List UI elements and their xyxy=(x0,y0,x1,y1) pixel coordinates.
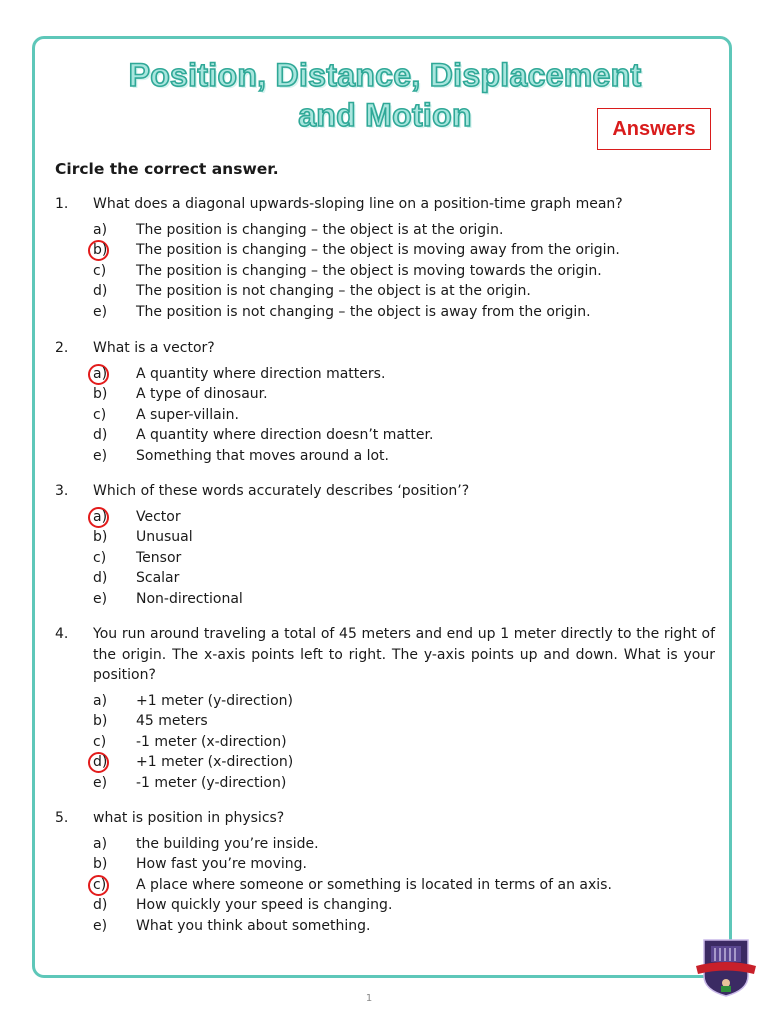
option-letter-text: e) xyxy=(93,303,108,320)
option-letter-text: a) xyxy=(93,508,108,525)
option-item[interactable] xyxy=(93,405,715,426)
option-letter-text: c) xyxy=(93,406,107,423)
option-item[interactable] xyxy=(93,364,715,385)
answers-label-box: Answers xyxy=(597,108,711,150)
option-item[interactable] xyxy=(93,281,715,302)
option-item[interactable] xyxy=(93,548,715,569)
option-text: +1 meter (x-direction) xyxy=(136,754,294,770)
option-letter xyxy=(93,527,136,548)
question-4 xyxy=(55,624,715,793)
option-letter-text: e) xyxy=(93,774,108,791)
option-text: A place where someone or something is located in terms of an axis. xyxy=(136,876,612,893)
option-item[interactable] xyxy=(93,854,715,875)
option-letter xyxy=(93,240,136,261)
option-text: How quickly your speed is changing. xyxy=(136,897,393,913)
question-number: 2. xyxy=(55,340,69,356)
option-letter-text: b) xyxy=(93,529,108,545)
worksheet-title-line-1: Position, Distance, Displacement xyxy=(128,57,642,93)
academy-logo-icon xyxy=(694,936,758,998)
option-letter-text: d) xyxy=(93,570,108,586)
option-text: A quantity where direction doesn’t matter. xyxy=(136,427,434,443)
option-letter-text: a) xyxy=(93,692,108,709)
option-letter-text: d) xyxy=(93,283,108,299)
option-letter xyxy=(93,302,136,323)
option-letter-text: c) xyxy=(93,549,107,566)
option-letter xyxy=(93,875,136,896)
option-letter-text: b) xyxy=(93,713,108,729)
option-text: +1 meter (y-direction) xyxy=(136,692,294,709)
option-letter-text: a) xyxy=(93,221,108,238)
option-item[interactable] xyxy=(93,425,715,446)
option-item[interactable] xyxy=(93,916,715,937)
question-5 xyxy=(55,808,715,936)
option-item[interactable] xyxy=(93,895,715,916)
option-item[interactable] xyxy=(93,691,715,712)
option-item[interactable] xyxy=(93,261,715,282)
option-text: Scalar xyxy=(136,570,180,586)
option-letter-text: c) xyxy=(93,262,107,279)
option-item[interactable] xyxy=(93,568,715,589)
option-letter-text: e) xyxy=(93,917,108,934)
question-2 xyxy=(55,338,715,466)
question-number: 3. xyxy=(55,483,69,499)
option-item[interactable] xyxy=(93,711,715,732)
instruction-heading: Circle the correct answer. xyxy=(55,160,279,178)
option-letter xyxy=(93,589,136,610)
option-item[interactable] xyxy=(93,507,715,528)
option-letter-text: d) xyxy=(93,897,108,913)
option-text: Unusual xyxy=(136,529,193,545)
option-letter-text: a) xyxy=(93,365,108,382)
option-letter-text: d) xyxy=(93,427,108,443)
option-item[interactable] xyxy=(93,773,715,794)
option-item[interactable] xyxy=(93,834,715,855)
option-list xyxy=(55,220,715,323)
option-text: Non-directional xyxy=(136,590,243,607)
option-letter xyxy=(93,854,136,875)
option-item[interactable] xyxy=(93,589,715,610)
option-text: The position is changing – the object is moving away from the origin. xyxy=(136,242,620,258)
option-letter xyxy=(93,834,136,855)
option-text: A type of dinosaur. xyxy=(136,386,268,402)
option-letter xyxy=(93,507,136,528)
question-number: 5. xyxy=(55,810,69,826)
question-number: 1. xyxy=(55,196,69,212)
option-letter-text: e) xyxy=(93,447,108,464)
option-letter xyxy=(93,261,136,282)
option-text: Tensor xyxy=(136,549,182,566)
option-text: What you think about something. xyxy=(136,917,371,934)
option-list xyxy=(55,834,715,937)
option-text: A super-villain. xyxy=(136,406,239,423)
option-letter-text: b) xyxy=(93,386,108,402)
option-letter xyxy=(93,220,136,241)
worksheet-title-line-2: and Motion xyxy=(298,97,472,133)
option-letter-text: e) xyxy=(93,590,108,607)
option-text: the building you’re inside. xyxy=(136,835,319,852)
option-item[interactable] xyxy=(93,384,715,405)
option-text: The position is not changing – the object is away from the origin. xyxy=(136,303,591,320)
option-letter-text: c) xyxy=(93,733,107,750)
question-1 xyxy=(55,194,715,322)
option-letter-text: b) xyxy=(93,856,108,872)
option-list xyxy=(55,507,715,610)
option-item[interactable] xyxy=(93,446,715,467)
option-item[interactable] xyxy=(93,240,715,261)
option-letter-text: d) xyxy=(93,754,108,770)
option-text: The position is changing – the object is at the origin. xyxy=(136,221,504,238)
option-letter xyxy=(93,916,136,937)
option-letter xyxy=(93,895,136,916)
option-letter xyxy=(93,773,136,794)
question-number: 4. xyxy=(55,626,69,642)
option-text: The position is not changing – the object is at the origin. xyxy=(136,283,531,299)
question-text: what is position in physics? xyxy=(93,810,285,826)
option-letter xyxy=(93,281,136,302)
question-3 xyxy=(55,481,715,609)
question-text: What does a diagonal upwards-sloping line on a position-time graph mean? xyxy=(93,196,623,212)
option-letter xyxy=(93,446,136,467)
option-letter xyxy=(93,548,136,569)
option-item[interactable] xyxy=(93,220,715,241)
option-text: How fast you’re moving. xyxy=(136,856,308,872)
option-text: -1 meter (y-direction) xyxy=(136,774,287,791)
option-list xyxy=(55,364,715,467)
option-letter xyxy=(93,732,136,753)
option-letter xyxy=(93,568,136,589)
option-item[interactable] xyxy=(93,875,715,896)
option-text: Vector xyxy=(136,508,181,525)
option-item[interactable] xyxy=(93,302,715,323)
option-text: A quantity where direction matters. xyxy=(136,365,386,382)
option-letter xyxy=(93,752,136,773)
option-letter-text: b) xyxy=(93,242,108,258)
option-letter-text: c) xyxy=(93,876,107,893)
question-text: What is a vector? xyxy=(93,340,215,356)
option-letter xyxy=(93,711,136,732)
option-text: -1 meter (x-direction) xyxy=(136,733,287,750)
option-text: The position is changing – the object is moving towards the origin. xyxy=(136,262,602,279)
question-text: Which of these words accurately describes ‘position’? xyxy=(93,483,470,499)
page-number: 1 xyxy=(365,993,373,1004)
option-text: 45 meters xyxy=(136,713,208,729)
option-letter xyxy=(93,425,136,446)
option-item[interactable] xyxy=(93,732,715,753)
question-text: You run around traveling a total of 45 meters and end up 1 meter directly to the right of the origin. The x-axis points left to right. The y-axis points up and down. What is your position? xyxy=(93,626,715,683)
option-item[interactable] xyxy=(93,752,715,773)
option-letter xyxy=(93,691,136,712)
option-item[interactable] xyxy=(93,527,715,548)
option-list xyxy=(55,691,715,794)
option-letter xyxy=(93,405,136,426)
option-letter xyxy=(93,364,136,385)
option-text: Something that moves around a lot. xyxy=(136,447,389,464)
option-letter-text: a) xyxy=(93,835,108,852)
option-letter xyxy=(93,384,136,405)
